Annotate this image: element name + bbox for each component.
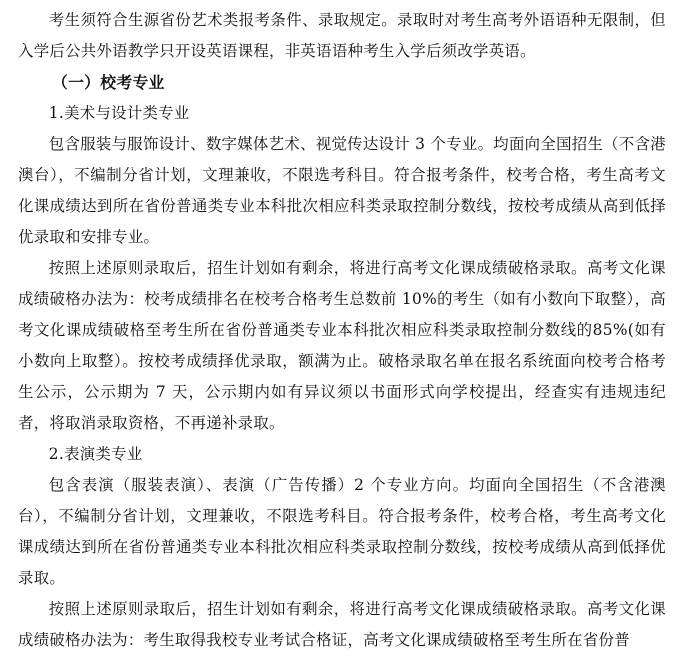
intro-paragraph: 考生须符合生源省份艺术类报考条件、录取规定。录取时对考生高考外语语种无限制，但入学后公共外语教学只开设英语课程，非英语语种考生入学后须改学英语。 (18, 11, 666, 60)
subsection-1-paragraph-2: 按照上述原则录取后，招生计划如有剩余，将进行高考文化课成绩破格录取。高考文化课成绩破格办法为：校考成绩排名在校考合格考生总数前 10%的考生（如有小数向下取整），高考文化课成绩破格至考生所在省份普通类专业本科批次相应科类录取控制分数线的85%(如有小数向上取整）。按校考成绩择优录取，额满为止。破格录取名单在报名系统面向校考合格考生公示，公示期为 7 天，公示期内如有异议须以书面形式向学校提出，经查实有违规违纪者，将取消录取资格，不再递补录取。 (18, 259, 666, 432)
section-heading: （一）校考专业 (51, 73, 165, 92)
document-body (18, 0, 666, 656)
subsection-1-heading: 1.美术与设计类专业 (48, 104, 190, 122)
subsection-2-paragraph-1: 包含表演（服装表演）、表演（广告传播）2 个专业方向。均面向全国招生（不含港澳台），不编制分省计划，文理兼收，不限选考科目。符合报考条件，校考合格，考生高考文化课成绩达到所在省份普通类专业本科批次相应科类录取控制分数线，按校考成绩从高到低择优录取。 (18, 476, 666, 587)
subsection-2-heading: 2.表演类专业 (48, 445, 143, 463)
subsection-2-paragraph-2: 按照上述原则录取后，招生计划如有剩余，将进行高考文化课成绩破格录取。高考文化课成绩破格办法为：考生取得我校专业考试合格证，高考文化课成绩破格至考生所在省份普 (18, 600, 666, 649)
subsection-1-paragraph-1: 包含服装与服饰设计、数字媒体艺术、视觉传达设计 3 个专业。均面向全国招生（不含港澳台），不编制分省计划，文理兼收，不限选考科目。符合报考条件，校考合格，考生高考文化课成绩达到所在省份普通类专业本科批次相应科类录取控制分数线，按校考成绩从高到低择优录取和安排专业。 (18, 135, 666, 246)
